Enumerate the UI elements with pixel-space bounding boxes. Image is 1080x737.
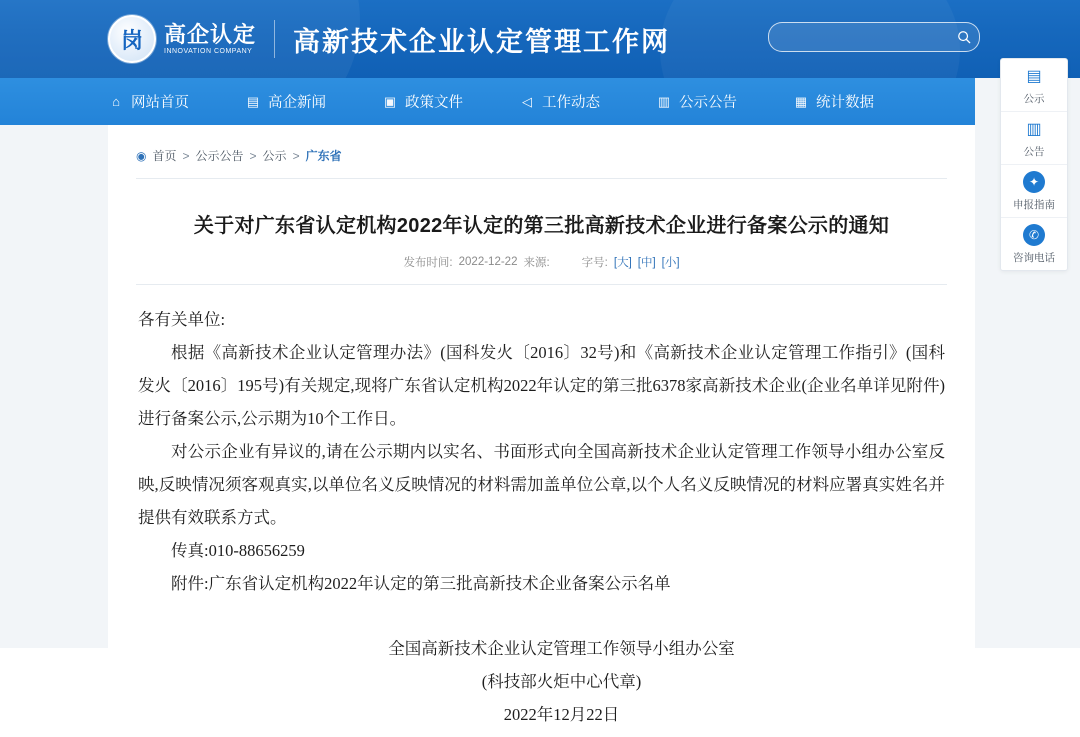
- breadcrumb-separator: >: [249, 148, 257, 163]
- breadcrumb-item-announcements[interactable]: 公示公告: [195, 149, 244, 163]
- megaphone-icon: ▥: [1026, 120, 1042, 138]
- side-rail-label: 公示: [1023, 92, 1045, 105]
- brand-divider: [274, 20, 275, 58]
- side-rail: [1000, 58, 1068, 271]
- chart-icon: ▦: [794, 93, 808, 109]
- breadcrumb-separator: >: [182, 148, 190, 163]
- nav-label: 网站首页: [131, 95, 189, 111]
- search-icon[interactable]: [949, 24, 979, 50]
- article-paragraph-attachment[interactable]: 附件:广东省认定机构2022年认定的第三批高新技术企业备案公示名单: [171, 574, 671, 593]
- fontsize-medium-button[interactable]: [中]: [637, 257, 656, 269]
- nav-item-statistics[interactable]: [793, 91, 874, 112]
- fontsize-small-button[interactable]: [小]: [661, 257, 680, 269]
- search-input[interactable]: [769, 30, 949, 44]
- nav-item-policy[interactable]: [382, 91, 463, 112]
- source-label: 来源:: [523, 257, 550, 269]
- side-rail-label: 咨询电话: [1013, 251, 1055, 264]
- publish-time-label: 发布时间:: [403, 257, 453, 269]
- clipboard-icon: ▤: [1026, 67, 1042, 85]
- nav-label: 公示公告: [679, 95, 737, 111]
- document-icon: ▣: [383, 93, 397, 109]
- article-body: [136, 285, 947, 610]
- nav-item-announcements[interactable]: [656, 91, 737, 112]
- article-paragraph: 根据《高新技术企业认定管理办法》(国科发火〔2016〕32号)和《高新技术企业认定管理工作指引》(国科发火〔2016〕195号)有关规定,现将广东省认定机构2022年认定的第三批6378家高新技术企业(企业名单详见附件)进行备案公示,公示期为10个工作日。: [138, 343, 945, 428]
- logo-text: [164, 23, 256, 55]
- fontsize-label: 字号:: [581, 257, 608, 269]
- article-meta: [136, 238, 947, 285]
- signature-line: (科技部火炬中心代章): [481, 672, 642, 691]
- side-rail-label: 公告: [1023, 145, 1045, 158]
- news-icon: ▤: [246, 93, 260, 109]
- site-title: 高新技术企业认定管理工作网: [293, 26, 671, 57]
- signature-line: 全国高新技术企业认定管理工作领导小组办公室: [388, 639, 735, 658]
- side-rail-item-guide[interactable]: [1001, 165, 1067, 218]
- content-card: [108, 125, 975, 737]
- logo-title-cn: 高企认定: [164, 21, 257, 47]
- logo-icon: 岗: [108, 15, 156, 63]
- breadcrumb: [136, 125, 947, 179]
- nav-label: 工作动态: [542, 95, 600, 111]
- nav-label: 高企新闻: [268, 95, 326, 111]
- article-paragraph: 各有关单位:: [138, 310, 226, 329]
- page-title: 关于对广东省认定机构2022年认定的第三批高新技术企业进行备案公示的通知: [193, 215, 890, 237]
- article-paragraph: 对公示企业有异议的,请在公示期内以实名、书面形式向全国高新技术企业认定管理工作领导小组办公室反映,反映情况须客观真实,以单位名义反映情况的材料需加盖单位公章,以个人名义反映情况的材料应署真实姓名并提供有效联系方式。: [138, 442, 945, 527]
- article-signature: [136, 610, 947, 737]
- signature-line: 2022年12月22日: [503, 705, 620, 724]
- phone-icon: ✆: [1023, 224, 1045, 246]
- article-paragraph-fax: 传真:010-88656259: [171, 541, 305, 560]
- breadcrumb-separator: >: [292, 148, 300, 163]
- breadcrumb-item-publicity[interactable]: 公示: [262, 149, 287, 163]
- compass-icon: ✦: [1023, 171, 1045, 193]
- nav-label: 统计数据: [816, 95, 874, 111]
- nav-item-news[interactable]: [245, 91, 326, 112]
- nav-item-home[interactable]: [108, 91, 189, 112]
- nav-item-updates[interactable]: [519, 91, 600, 112]
- brand[interactable]: [108, 12, 670, 66]
- nav-label: 政策文件: [405, 95, 463, 111]
- main-nav: [0, 78, 975, 125]
- breadcrumb-item-guangdong[interactable]: 广东省: [305, 149, 342, 163]
- publish-time-value: 2022-12-22: [458, 256, 518, 268]
- side-rail-label: 申报指南: [1013, 198, 1055, 211]
- logo-title-en: INNOVATION COMPANY: [164, 47, 253, 55]
- side-rail-item-announcement[interactable]: [1001, 112, 1067, 165]
- side-rail-item-publicity[interactable]: [1001, 59, 1067, 112]
- side-rail-item-phone[interactable]: [1001, 218, 1067, 270]
- location-pin-icon: ◉: [136, 148, 147, 163]
- breadcrumb-item-home[interactable]: 首页: [152, 149, 177, 163]
- paper-plane-icon: ◁: [522, 93, 532, 109]
- announcement-icon: ▥: [657, 93, 671, 109]
- search-box[interactable]: [768, 22, 980, 52]
- home-icon: ⌂: [112, 93, 120, 109]
- site-header: [0, 0, 1080, 78]
- fontsize-large-button[interactable]: [大]: [613, 257, 632, 269]
